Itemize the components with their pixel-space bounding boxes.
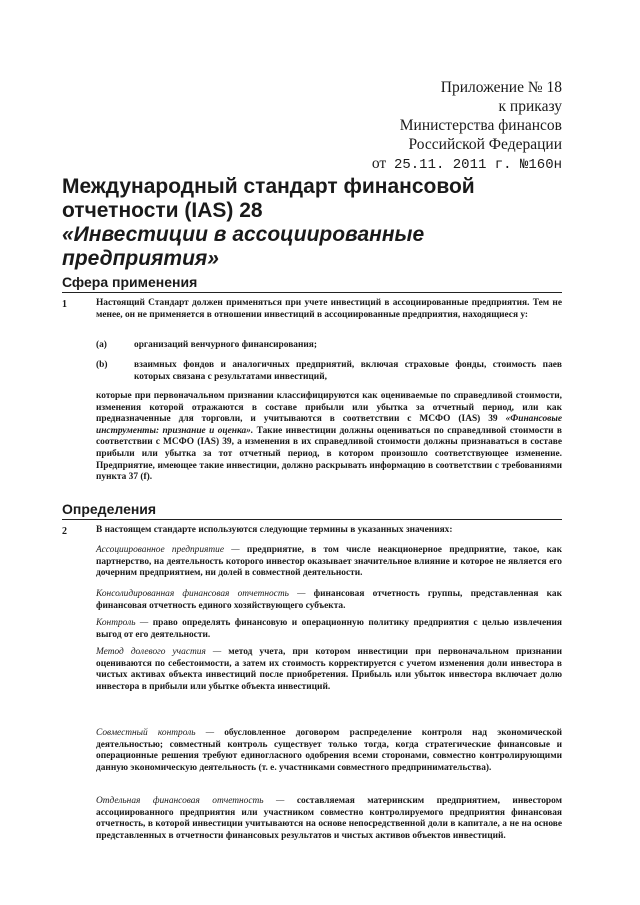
document-title bbox=[62, 175, 582, 271]
appendix-number: Приложение № 18 bbox=[440, 79, 562, 96]
list-item-label: (b) bbox=[96, 360, 108, 370]
definition-entry bbox=[96, 728, 562, 774]
appendix-ministry: Министерства финансов bbox=[399, 117, 562, 134]
paragraph-number: 2 bbox=[62, 526, 67, 537]
scope-intro: Настоящий Стандарт должен применяться при учете инвестиций в ассоциированные предприятия. Тем не менее, он не применяется в отношении инвестиций в ассоциированные предприятия, находящиеся у: bbox=[96, 298, 562, 320]
definition-text: финансовая отчетность группы, представленная как финансовая отчетность единого хозяйствующего субъекта. bbox=[96, 589, 562, 611]
definition-entry bbox=[96, 796, 562, 842]
definition-text: метод учета, при котором инвестиции при первоначальном признании оцениваются по себестоимости, а затем их стоимость корректируется с учетом изменения доли инвестора в чистых активах объекта инвестиций после приобретения. Прибыль или убыток инвестора включает долю инвестора в прибыли или убытке объекта инвестиций. bbox=[96, 647, 562, 692]
scope-continuation bbox=[96, 391, 562, 484]
appendix-date: 25.11. 2011 г. №160н bbox=[393, 157, 562, 173]
title-line-1: Международный стандарт финансовой bbox=[62, 175, 475, 198]
definition-term: Ассоциированное предприятие — bbox=[96, 545, 240, 555]
definition-entry bbox=[96, 647, 562, 693]
scope-continuation-b: Такие инвестиции должны оцениваться по справедливой стоимости в соответствии с МСФО (IAS) 39, а изменения в их справедливой стоимости должны признаваться в составе прибыли или убытка за тот отчетный период, в котором произошло соответствующее изменение. Предприятие, имеющее такие инвестиции, должно раскрывать информацию в соответствии с требованиями пункта 37 (f). bbox=[96, 425, 562, 483]
definition-entry bbox=[96, 545, 562, 580]
definition-text: составляемая материнским предприятием, инвестором ассоциированного предприятия или участником совместно контролируемого предприятия финансовая отчетность, в которой инвестиции учитываются на основе непосредственной доли в капитале, а не на основе представленных в отчетности финансовых результатов и чистых активов объектов инвестиций. bbox=[96, 796, 563, 841]
definition-term: Отдельная финансовая отчетность — bbox=[96, 796, 285, 806]
definition-term: Метод долевого участия — bbox=[96, 647, 222, 657]
definition-text: право определять финансовую и операционную политику предприятия с целью извлечения выгод от его деятельности. bbox=[96, 618, 563, 640]
appendix-header bbox=[372, 78, 562, 175]
list-item-text: организаций венчурного финансирования; bbox=[134, 340, 317, 350]
definition-text: предприятие, в том числе неакционерное предприятие, такое, как партнерство, на деятельность которого инвестор оказывает значительное влияние и которое не является его дочерним предприятием, ни долей в совместной деятельности. bbox=[96, 545, 562, 579]
appendix-date-line bbox=[372, 154, 562, 175]
definition-entry bbox=[96, 618, 562, 641]
scope-continuation-italic: «Финансовые инструменты: признание и оценка». bbox=[96, 414, 563, 436]
appendix-country: Российской Федерации bbox=[408, 136, 562, 153]
list-item-label: (a) bbox=[96, 340, 107, 350]
definition-text: обусловленное договором распределение контроля над экономической деятельностью; совместный контроль существует только тогда, когда стратегические финансовые и операционные решения требуют единогласного одобрения всеми сторонами, совместно контролирующими данную экономическую деятельность (т. е. участниками совместного предпринимательства). bbox=[96, 728, 563, 773]
appendix-order: к приказу bbox=[498, 98, 562, 115]
definitions-intro: В настоящем стандарте используются следующие термины в указанных значениях: bbox=[96, 525, 453, 535]
list-item-text: взаимных фондов и аналогичных предприятий, включая страховые фонды, стоимость паев которых связана с результатами инвестиций, bbox=[134, 360, 562, 382]
scope-continuation-a: которые при первоначальном признании классифицируются как оцениваемые по справедливой стоимости, изменения которой отражаются в составе прибыли или убытка за отчетный период, или как предназначенные для торговли, и учитываются в соответствии с МСФО (IAS) 39 bbox=[96, 391, 562, 425]
appendix-date-prefix: от bbox=[371, 155, 387, 172]
section-heading-scope: Сфера применения bbox=[62, 274, 562, 293]
title-line-2: отчетности (IAS) 28 bbox=[62, 199, 263, 222]
definition-term: Консолидированная финансовая отчетность — bbox=[96, 589, 306, 599]
title-line-3: «Инвестиции в ассоциированные предприятия» bbox=[62, 223, 425, 270]
paragraph-number: 1 bbox=[62, 299, 67, 310]
section-heading-definitions: Определения bbox=[62, 501, 562, 520]
definition-entry bbox=[96, 589, 562, 612]
definition-term: Контроль — bbox=[96, 618, 149, 628]
definition-term: Совместный контроль — bbox=[96, 728, 215, 738]
